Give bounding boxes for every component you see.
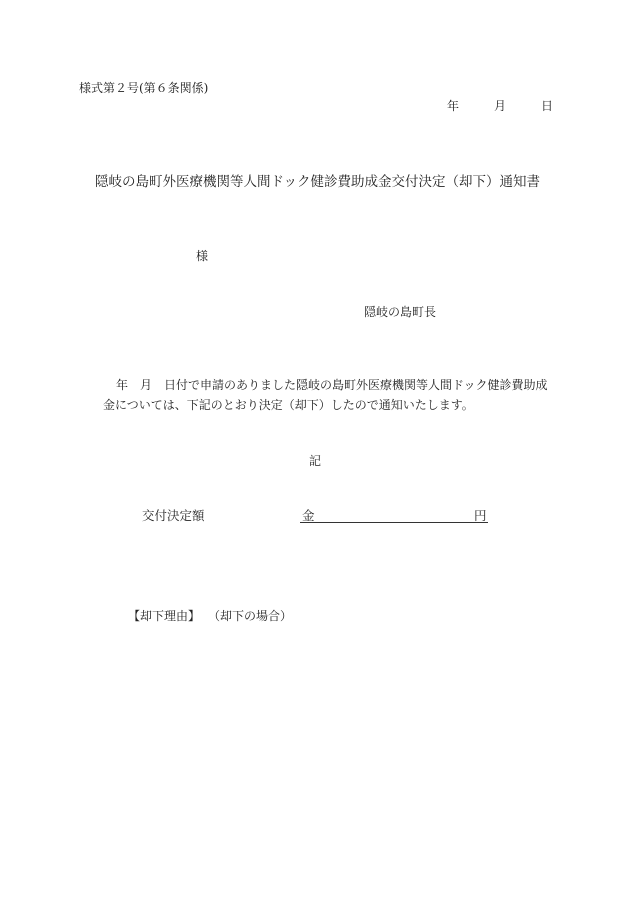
amount-label: 交付決定額 xyxy=(142,508,205,523)
issuer: 隠岐の島町長 xyxy=(364,305,437,319)
amount-prefix: 金 xyxy=(302,508,315,523)
addressee-suffix: 様 xyxy=(196,249,209,263)
form-number: 様式第２号(第６条関係) xyxy=(79,81,209,95)
amount-underline xyxy=(300,522,488,523)
date-month: 月 xyxy=(494,99,507,113)
rejection-reason-note: （却下の場合） xyxy=(208,609,293,623)
body-line-2: 金については、下記のとおり決定（却下）したので通知いたします。 xyxy=(103,398,474,412)
amount-suffix: 円 xyxy=(474,508,487,523)
date-day: 日 xyxy=(541,99,554,113)
body-line-1: 年 月 日付で申請のありました隠岐の島町外医療機関等人間ドック健診費助成 xyxy=(116,378,548,392)
rejection-reason-label: 【却下理由】 xyxy=(128,609,201,623)
document-title: 隠岐の島町外医療機関等人間ドック健診費助成金交付決定（却下）通知書 xyxy=(95,174,540,190)
date-year: 年 xyxy=(447,99,460,113)
ki-heading: 記 xyxy=(309,454,322,468)
